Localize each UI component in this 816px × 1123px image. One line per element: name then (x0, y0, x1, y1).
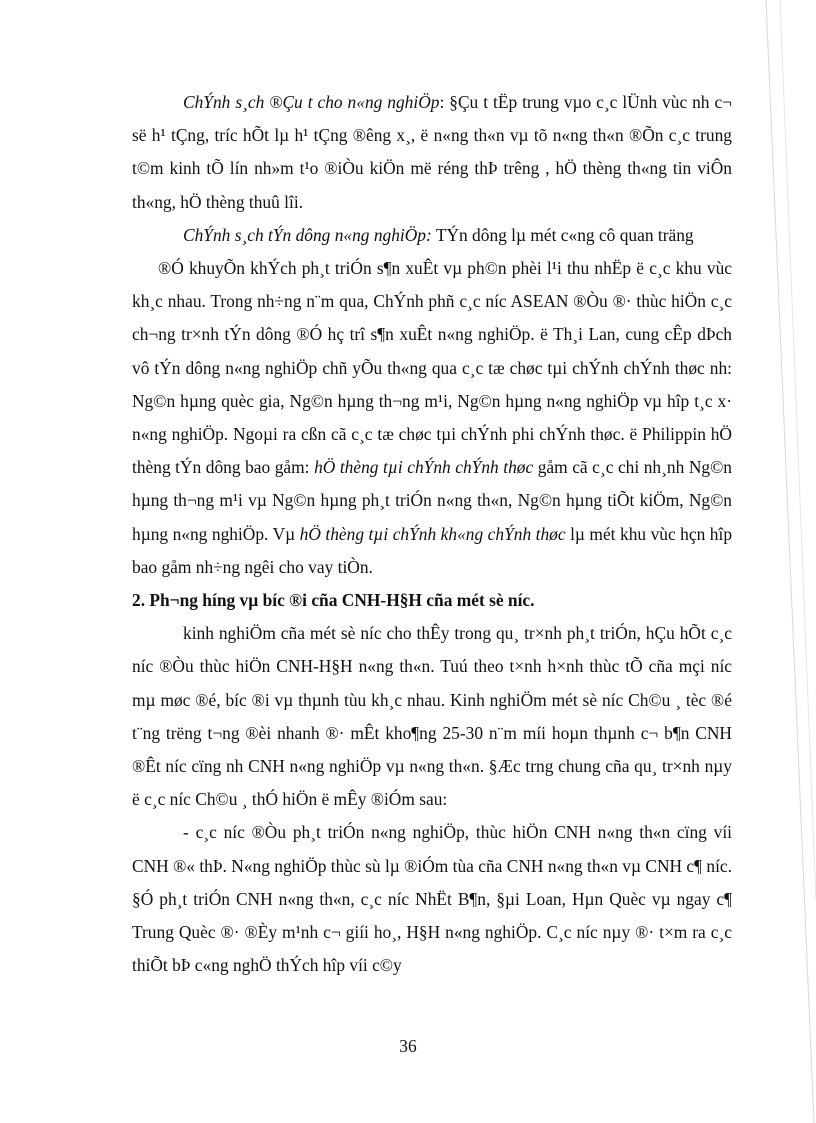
paragraph-credit-details (132, 252, 732, 584)
page-number: 36 (399, 1036, 417, 1056)
credit-policy-title: ChÝnh s¸ch tÝn dông n«ng nghiÖp: (183, 224, 432, 245)
agriculture-development-text: - c¸c níc ®Òu ph¸t triÓn n«ng nghiÖp, thùc hiÖn CNH n«ng th«n cïng víi CNH ®« thÞ. N«ng nghiÖp thùc sù lµ ®iÓm tùa cña CNH n«ng th«n vµ CNH c¶ níc. §Ó ph¸t triÓn CNH n«ng th«n, c¸c níc NhËt B¶n, §µi Loan, Hµn Quèc vµ ngay c¶ Trung Quèc ®· ®Èy m¹nh c¬ giíi ho¸, H§H n«ng nghiÖp. C¸c níc nµy ®· t×m ra c¸c thiÕt bÞ c«ng nghÖ thÝch hîp víi c©y (132, 822, 732, 976)
paragraph-experience (132, 617, 732, 816)
paragraph-agriculture-development (132, 816, 732, 982)
section-heading: 2. Ph¬ng híng vµ bíc ®i cña CNH-H§H cña mét sè níc. (132, 590, 535, 611)
investment-policy-title: ChÝnh s¸ch ®Çu t cho n«ng nghiÖp (183, 92, 440, 112)
informal-system-term: hÖ thèng tµi chÝnh kh«ng chÝnh thøc (299, 523, 566, 544)
investment-policy-text: : §Çu t tËp trung vµo c¸c lÜnh vùc nh c¬ së h¹ tÇng, tríc hÕt lµ h¹ tÇng ®êng x¸, ë n«ng th«n vµ tõ n«ng th«n ®Õn c¸c trung t©m kinh tÕ lín nh»m t¹o ®iÒu kiÖn më réng thÞ trêng , hÖ thèng th«ng tin viÔn th«ng, hÖ thèng thuû lîi. (132, 92, 732, 212)
credit-policy-text: TÝn dông lµ mét c«ng cô quan träng (431, 224, 694, 245)
credit-details-mid: gåm cã c¸c chi nh¸nh Ng©n hµng th¬ng m¹i vµ Ng©n hµng ph¸t triÓn n«ng th«n, Ng©n hµng tiÕt kiÖm, Ng©n hµng n«ng nghiÖp. Vµ (132, 457, 732, 544)
scan-edge-shadow (746, 0, 816, 1123)
formal-system-term: hÖ thèng tµi chÝnh chÝnh thøc (314, 457, 534, 478)
paragraph-credit-policy (132, 219, 732, 252)
document-body (132, 86, 732, 982)
experience-text: kinh nghiÖm cña mét sè níc cho thÊy trong qu¸ tr×nh ph¸t triÓn, hÇu hÕt c¸c níc ®Òu thùc hiÖn CNH-H§H n«ng th«n. Tuú theo t×nh h×nh thùc tÕ cña mçi níc mµ møc ®é, bíc ®i vµ thµnh tùu kh¸c nhau. Kinh nghiÖm mét sè níc Ch©u ¸ tèc ®é t¨ng trëng t¬ng ®èi nhanh ®· mÊt kho¶ng 25-30 n¨m míi hoµn thµnh c¬ b¶n CNH ®Êt níc cïng nh CNH n«ng nghiÖp vµ n«ng th«n. §Æc trng chung cña qu¸ tr×nh nµy ë c¸c níc Ch©u ¸ thÓ hiÖn ë mÊy ®iÓm sau: (132, 623, 732, 810)
paragraph-investment-policy (132, 86, 732, 219)
credit-details-end: lµ mét khu vùc hçn hîp bao gåm nh÷ng ngêi cho vay tiÒn. (132, 523, 733, 577)
credit-details-text: ®Ó khuyÕn khÝch ph¸t triÓn s¶n xuÊt vµ ph©n phèi l¹i thu nhËp ë c¸c khu vùc kh¸c nhau. Trong nh÷ng n¨m qua, ChÝnh phñ c¸c níc ASEAN ®Òu ®· thùc hiÖn c¸c ch¬ng tr×nh tÝn dông ®Ó hç trî s¶n xuÊt n«ng nghiÖp. ë Th¸i Lan, cung cÊp dÞch vô tÝn dông n«ng nghiÖp chñ yÕu th«ng qua c¸c tæ chøc tµi chÝnh chÝnh thøc nh: Ng©n hµng quèc gia, Ng©n hµng th¬ng m¹i, Ng©n hµng n«ng nghiÖp vµ hîp t¸c x· n«ng nghiÖp. Ngoµi ra cßn cã c¸c tæ chøc tµi chÝnh phi chÝnh thøc. ë Philippin hÖ thèng tÝn dông bao gåm: (132, 258, 732, 478)
